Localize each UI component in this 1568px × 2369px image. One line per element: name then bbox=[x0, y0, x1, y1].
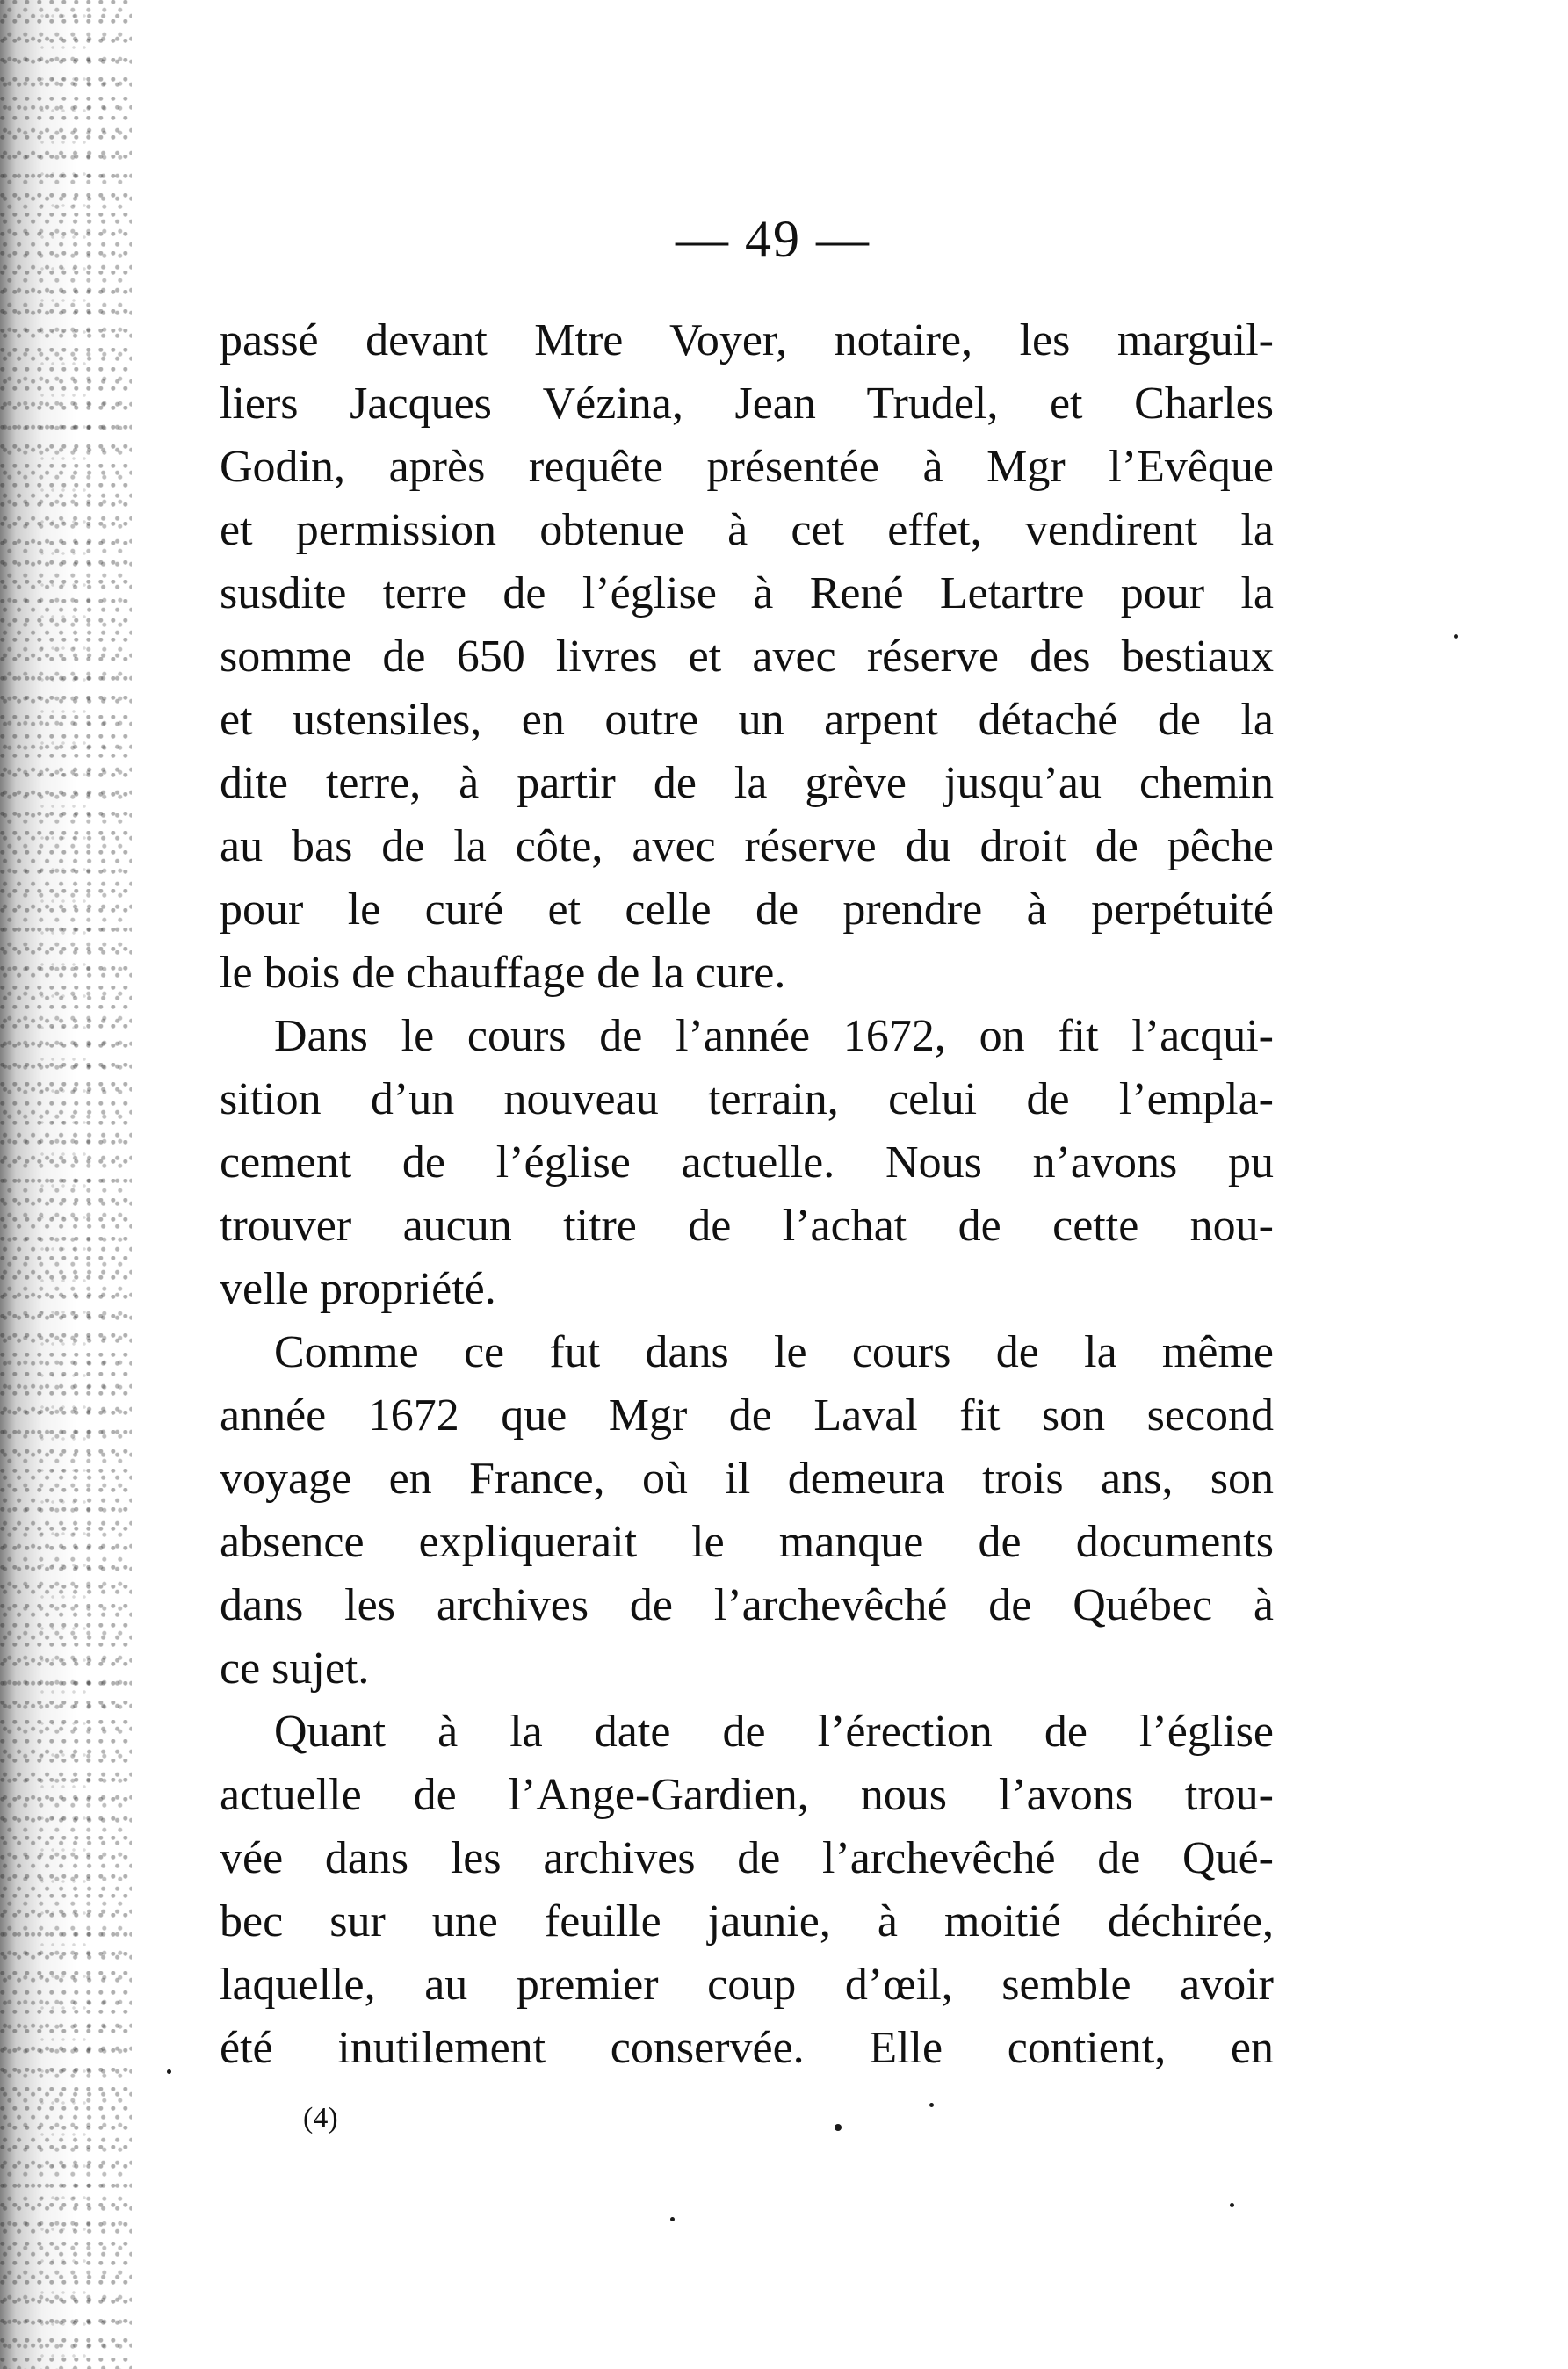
text-line: laquelle, au premier coup d’œil, semble avoir bbox=[220, 1960, 1274, 2010]
paragraph-1 bbox=[220, 309, 1274, 1005]
text-line: liers Jacques Vézina, Jean Trudel, et Charles bbox=[220, 379, 1274, 429]
text-line: passé devant Mtre Voyer, notaire, les marguil- bbox=[220, 315, 1274, 365]
text-line: Comme ce fut dans le cours de la même bbox=[274, 1327, 1274, 1377]
text-line: voyage en France, où il demeura trois ans, son bbox=[220, 1454, 1274, 1504]
scan-speck bbox=[167, 2069, 171, 2074]
text-line: le bois de chauffage de la cure. bbox=[220, 948, 786, 998]
text-line: bec sur une feuille jaunie, à moitié déchirée, bbox=[220, 1896, 1274, 1946]
text-line: et permission obtenue à cet effet, vendirent la bbox=[220, 505, 1274, 555]
scan-speck bbox=[670, 2217, 675, 2221]
paragraph-2 bbox=[220, 1005, 1274, 1321]
text-line: actuelle de l’Ange-Gardien, nous l’avons trou- bbox=[220, 1770, 1274, 1820]
text-line: dite terre, à partir de la grève jusqu’au chemin bbox=[220, 758, 1274, 808]
text-line: Quant à la date de l’érection de l’église bbox=[274, 1707, 1274, 1757]
text-line: somme de 650 livres et avec réserve des bestiaux bbox=[220, 632, 1274, 682]
text-line: velle propriété. bbox=[220, 1264, 496, 1314]
page-number: — 49 — bbox=[676, 210, 871, 268]
text-line: été inutilement conservée. Elle contient, en bbox=[220, 2023, 1274, 2073]
text-line: ce sujet. bbox=[220, 1643, 370, 1694]
text-line: absence expliquerait le manque de documents bbox=[220, 1517, 1274, 1567]
text-line: et ustensiles, en outre un arpent détaché de la bbox=[220, 695, 1274, 745]
text-line: trouver aucun titre de l’achat de cette nou- bbox=[220, 1201, 1274, 1251]
book-binding-edge bbox=[0, 0, 132, 2369]
scan-speck bbox=[929, 2103, 934, 2107]
scan-speck bbox=[835, 2124, 842, 2131]
text-line: susdite terre de l’église à René Letartre pour la bbox=[220, 568, 1274, 618]
text-line: pour le curé et celle de prendre à perpétuité bbox=[220, 885, 1274, 935]
scan-speck bbox=[1230, 2203, 1234, 2207]
paragraph-3 bbox=[220, 1321, 1274, 1701]
text-line: sition d’un nouveau terrain, celui de l’empla- bbox=[220, 1074, 1274, 1124]
paragraph-4 bbox=[220, 1701, 1274, 2080]
text-line: cement de l’église actuelle. Nous n’avons pu bbox=[220, 1138, 1274, 1188]
scan-speck bbox=[1454, 634, 1458, 639]
printer-signature-mark: (4) bbox=[303, 2102, 338, 2134]
body-text bbox=[220, 309, 1274, 2080]
text-line: au bas de la côte, avec réserve du droit de pêche bbox=[220, 821, 1274, 871]
text-line: vée dans les archives de l’archevêché de Qué- bbox=[220, 1833, 1274, 1883]
text-line: année 1672 que Mgr de Laval fit son second bbox=[220, 1390, 1274, 1441]
text-line: dans les archives de l’archevêché de Québec à bbox=[220, 1580, 1274, 1630]
text-line: Godin, après requête présentée à Mgr l’Evêque bbox=[220, 442, 1274, 492]
text-line: Dans le cours de l’année 1672, on fit l’acqui- bbox=[274, 1011, 1274, 1061]
